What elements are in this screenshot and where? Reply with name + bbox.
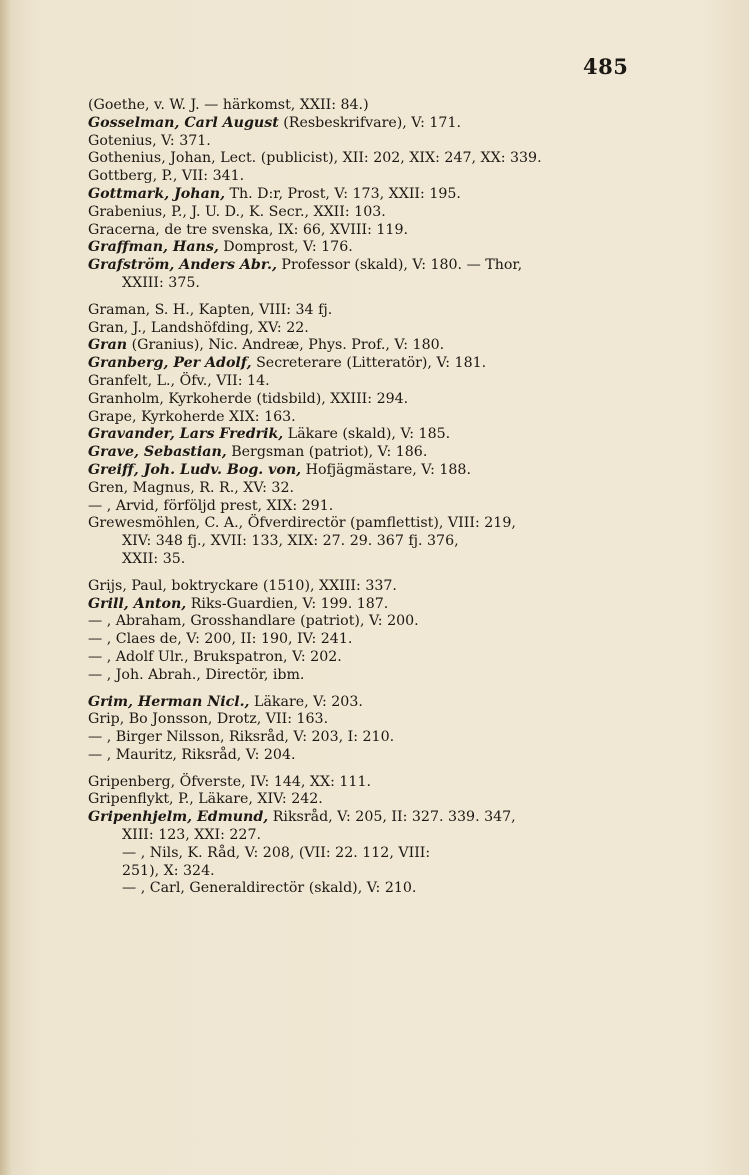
index-entry: Grijs, Paul, boktryckare (1510), XXIII: 337. xyxy=(88,577,397,594)
index-entry-continuation: XXII: 35. xyxy=(122,550,186,567)
index-entry: Gottmark, Johan, Th. D:r, Prost, V: 173, XXII: 195. xyxy=(88,185,461,202)
spacer xyxy=(88,765,688,774)
index-entry: Granholm, Kyrkoherde (tidsbild), XXIII: 294. xyxy=(88,390,409,407)
index-entry: (Goethe, v. W. J. — härkomst, XXII: 84.) xyxy=(88,97,369,113)
index-entry: Gosselman, Carl August (Resbeskrifvare), V: 171. xyxy=(88,114,461,131)
index-entry: Gren, Magnus, R. R., XV: 32. xyxy=(88,479,294,496)
index-entry: Gripenflykt, P., Läkare, XIV: 242. xyxy=(88,791,323,808)
index-entry: — , Adolf Ulr., Brukspatron, V: 202. xyxy=(88,648,342,665)
index-entry: Grave, Sebastian, Bergsman (patriot), V: 186. xyxy=(88,444,428,461)
index-entry: — , Arvid, förföljd prest, XIX: 291. xyxy=(88,497,334,514)
index-entry: Gran (Granius), Nic. Andreæ, Phys. Prof., V: 180. xyxy=(88,337,445,354)
index-entry: Gracerna, de tre svenska, IX: 66, XVIII: 119. xyxy=(88,221,408,238)
spacer xyxy=(88,685,688,694)
index-entry: Gripenberg, Öfverste, IV: 144, XX: 111. xyxy=(88,773,371,790)
index-entry: Graffman, Hans, Domprost, V: 176. xyxy=(88,239,353,256)
spacer xyxy=(88,569,688,578)
page-number: 485 xyxy=(583,54,629,79)
index-entry: Grim, Herman Nicl., Läkare, V: 203. xyxy=(88,693,363,710)
index-entry-continuation: XIV: 348 fj., XVII: 133, XIX: 27. 29. 367 fj. 376, xyxy=(122,533,459,550)
index-entry: Gravander, Lars Fredrik, Läkare (skald), V: 185. xyxy=(88,426,451,443)
index-entry-continuation: XIII: 123, XXI: 227. xyxy=(122,827,261,844)
index-entry: Gripenhjelm, Edmund, Riksråd, V: 205, II: 327. 339. 347, xyxy=(88,809,516,826)
index-entry: — , Mauritz, Riksråd, V: 204. xyxy=(88,746,296,763)
index-entry: Granberg, Per Adolf, Secreterare (Litteratör), V: 181. xyxy=(88,355,487,372)
index-entry: Graman, S. H., Kapten, VIII: 34 fj. xyxy=(88,301,333,318)
index-entry: Gotenius, V: 371. xyxy=(88,132,211,149)
index-entry-continuation: 251), X: 324. xyxy=(122,862,215,879)
index-entry: Gothenius, Johan, Lect. (publicist), XII: 202, XIX: 247, XX: 339. xyxy=(88,150,542,167)
index-entry: Grape, Kyrkoherde XIX: 163. xyxy=(88,408,296,425)
spacer xyxy=(88,293,688,302)
index-entry: Grafström, Anders Abr., Professor (skald), V: 180. — Thor, xyxy=(88,257,523,274)
index-entries xyxy=(88,97,688,898)
page-binding-edge xyxy=(0,0,12,1175)
index-entry: Greiff, Joh. Ludv. Bog. von, Hofjägmästare, V: 188. xyxy=(88,461,471,478)
index-entry: Gran, J., Landshöfding, XV: 22. xyxy=(88,319,309,336)
index-entry-continuation: — , Nils, K. Råd, V: 208, (VII: 22. 112, VIII: xyxy=(122,844,431,861)
index-entry: — , Birger Nilsson, Riksråd, V: 203, I: 210. xyxy=(88,729,395,746)
index-entry: — , Joh. Abrah., Directör, ibm. xyxy=(88,666,305,683)
index-entry: Grill, Anton, Riks-Guardien, V: 199. 187. xyxy=(88,595,389,612)
index-entry: Grabenius, P., J. U. D., K. Secr., XXII: 103. xyxy=(88,203,386,220)
index-entry: Grewesmöhlen, C. A., Öfverdirectör (pamflettist), VIII: 219, xyxy=(88,515,516,532)
index-entry: Gottberg, P., VII: 341. xyxy=(88,168,245,185)
index-entry-continuation: XXIII: 375. xyxy=(122,274,200,291)
index-entry: — , Abraham, Grosshandlare (patriot), V: 200. xyxy=(88,613,419,630)
index-entry: Granfelt, L., Öfv., VII: 14. xyxy=(88,372,270,389)
index-entry: Grip, Bo Jonsson, Drotz, VII: 163. xyxy=(88,711,329,728)
index-entry: — , Claes de, V: 200, II: 190, IV: 241. xyxy=(88,631,353,648)
index-entry-continuation: — , Carl, Generaldirectör (skald), V: 210. xyxy=(122,880,417,897)
